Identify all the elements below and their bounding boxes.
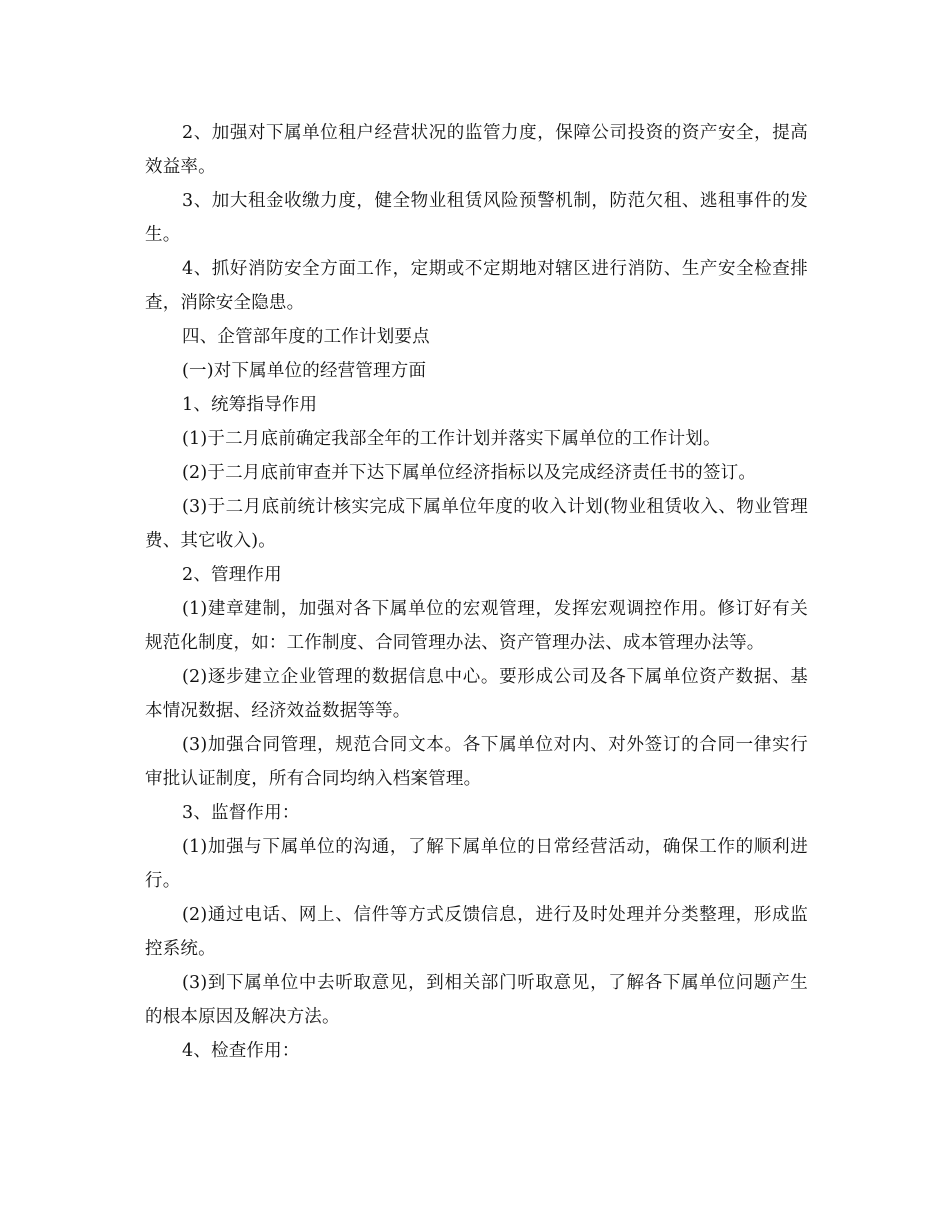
section-heading: 四、企管部年度的工作计划要点 <box>182 327 430 347</box>
paragraph: (3)到下属单位中去听取意见，到相关部门听取意见，了解各下属单位问题产生的根本原因及解决方法。 <box>145 973 808 1027</box>
paragraph: 4、抓好消防安全方面工作，定期或不定期地对辖区进行消防、生产安全检查排查，消除安全隐患。 <box>145 259 808 313</box>
paragraph: (2)逐步建立企业管理的数据信息中心。要形成公司及各下属单位资产数据、基本情况数据、经济效益数据等等。 <box>145 667 808 721</box>
paragraph: (1)建章建制，加强对各下属单位的宏观管理，发挥宏观调控作用。修订好有关规范化制度，如：工作制度、合同管理办法、资产管理办法、成本管理办法等。 <box>145 599 808 653</box>
paragraph: (1)加强与下属单位的沟通，了解下属单位的日常经营活动，确保工作的顺利进行。 <box>145 837 808 891</box>
paragraph: 3、加大租金收缴力度，健全物业租赁风险预警机制，防范欠租、逃租事件的发生。 <box>145 191 808 245</box>
item-heading: 3、监督作用： <box>182 803 300 823</box>
document-body <box>145 116 808 1068</box>
item-heading: 2、管理作用 <box>182 565 282 585</box>
paragraph: (2)通过电话、网上、信件等方式反馈信息，进行及时处理并分类整理，形成监控系统。 <box>145 905 808 959</box>
paragraph: (3)加强合同管理，规范合同文本。各下属单位对内、对外签订的合同一律实行审批认证制度，所有合同均纳入档案管理。 <box>145 735 808 789</box>
paragraph: (2)于二月底前审查并下达下属单位经济指标以及完成经济责任书的签订。 <box>182 463 757 483</box>
item-heading: 4、检查作用： <box>182 1041 300 1061</box>
paragraph: 2、加强对下属单位租户经营状况的监管力度，保障公司投资的资产安全，提高效益率。 <box>145 123 808 177</box>
item-heading: 1、统筹指导作用 <box>182 395 318 415</box>
paragraph: (3)于二月底前统计核实完成下属单位年度的收入计划(物业租赁收入、物业管理费、其它收入)。 <box>145 497 808 551</box>
paragraph: (1)于二月底前确定我部全年的工作计划并落实下属单位的工作计划。 <box>182 429 721 449</box>
subsection-heading: (一)对下属单位的经营管理方面 <box>182 361 427 381</box>
